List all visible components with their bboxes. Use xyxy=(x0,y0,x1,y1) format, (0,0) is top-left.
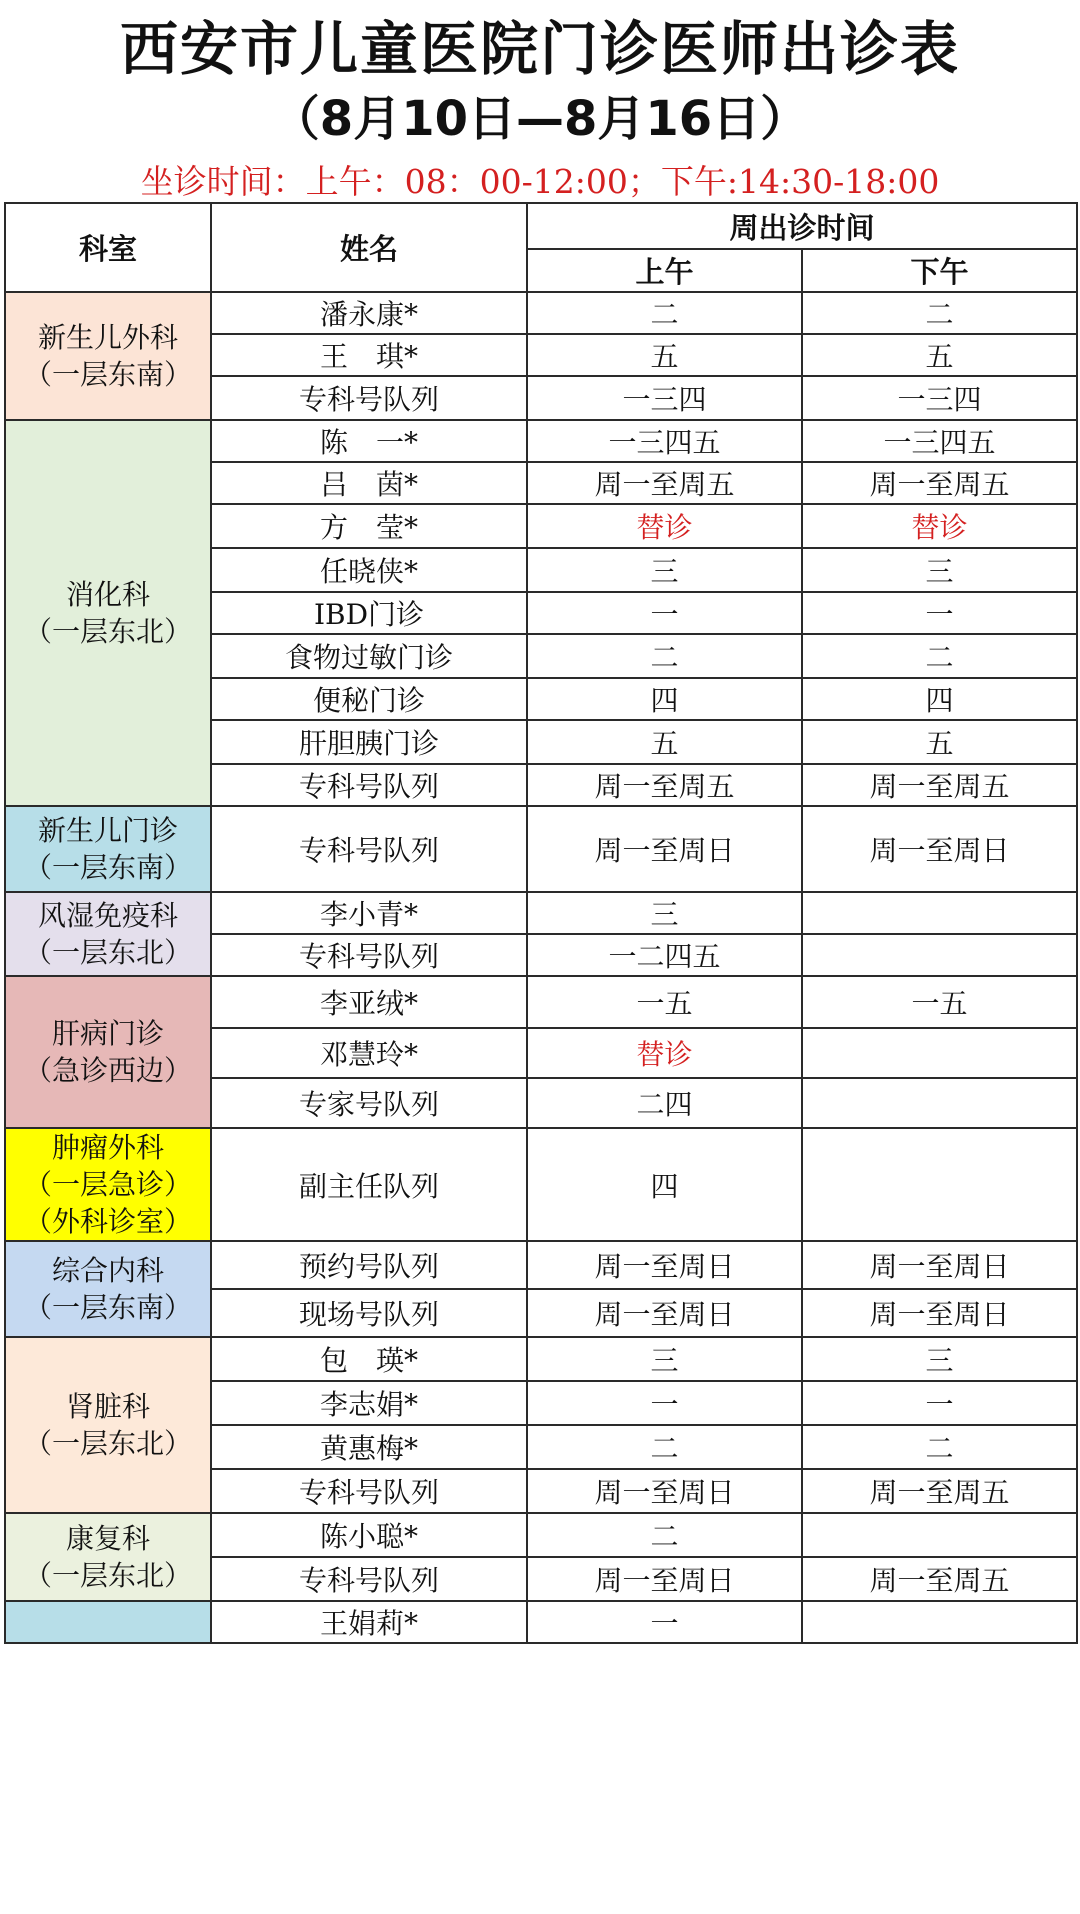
table-row xyxy=(5,1241,1077,1289)
doctor-name-cell: 专家号队列 xyxy=(211,1078,527,1128)
pm-schedule-cell xyxy=(802,1513,1077,1557)
pm-schedule-cell: 周一至周五 xyxy=(802,1469,1077,1513)
pm-schedule-cell xyxy=(802,1601,1077,1643)
department-cell xyxy=(5,976,211,1128)
pm-schedule-cell: 周一至周日 xyxy=(802,1241,1077,1289)
department-name-line: （一层东北） xyxy=(23,1559,192,1592)
am-schedule-cell: 替诊 xyxy=(527,1028,802,1078)
doctor-name-cell: 邓慧玲* xyxy=(211,1028,527,1078)
pm-schedule-cell: 周一至周日 xyxy=(802,806,1077,892)
table-row xyxy=(5,1337,1077,1381)
department-cell xyxy=(5,806,211,892)
am-schedule-cell: 一二四五 xyxy=(527,934,802,976)
schedule-body xyxy=(5,292,1077,1643)
schedule-table xyxy=(4,202,1078,1644)
am-schedule-cell: 周一至周日 xyxy=(527,1241,802,1289)
doctor-name-cell: 专科号队列 xyxy=(211,376,527,420)
am-schedule-cell: 二 xyxy=(527,634,802,678)
doctor-name-cell: 预约号队列 xyxy=(211,1241,527,1289)
pm-schedule-cell: 周一至周日 xyxy=(802,1289,1077,1337)
department-name-line: 康复科 xyxy=(65,1522,150,1555)
am-schedule-cell: 三 xyxy=(527,892,802,934)
am-schedule-cell: 五 xyxy=(527,334,802,376)
pm-schedule-cell xyxy=(802,934,1077,976)
am-schedule-cell: 周一至周五 xyxy=(527,462,802,504)
pm-schedule-cell: 一五 xyxy=(802,976,1077,1028)
department-cell xyxy=(5,1601,211,1643)
am-schedule-cell: 三 xyxy=(527,1337,802,1381)
doctor-name-cell: 副主任队列 xyxy=(211,1128,527,1241)
doctor-name-cell: 肝胆胰门诊 xyxy=(211,720,527,764)
department-name-line: （急诊西边） xyxy=(23,1054,192,1087)
pm-schedule-cell: 三 xyxy=(802,1337,1077,1381)
table-row xyxy=(5,806,1077,892)
am-schedule-cell: 一三四五 xyxy=(527,420,802,462)
am-schedule-cell: 周一至周日 xyxy=(527,1557,802,1601)
department-name-line: （外科诊室） xyxy=(23,1205,192,1238)
department-name-line: （一层东北） xyxy=(23,615,192,648)
pm-schedule-cell xyxy=(802,1028,1077,1078)
department-cell xyxy=(5,1241,211,1337)
department-name-line: 新生儿门诊 xyxy=(37,814,178,847)
department-name-line: （一层东北） xyxy=(23,1427,192,1460)
pm-schedule-cell: 二 xyxy=(802,1425,1077,1469)
pm-schedule-cell: 一三四五 xyxy=(802,420,1077,462)
department-cell xyxy=(5,1128,211,1241)
am-schedule-cell: 四 xyxy=(527,678,802,720)
table-row xyxy=(5,420,1077,462)
doctor-name-cell: 黄惠梅* xyxy=(211,1425,527,1469)
page-title: 西安市儿童医院门诊医师出诊表 xyxy=(119,15,960,83)
pm-schedule-cell: 周一至周五 xyxy=(802,764,1077,806)
department-name-line: 肝病门诊 xyxy=(51,1017,164,1050)
doctor-name-cell: 专科号队列 xyxy=(211,1557,527,1601)
table-row xyxy=(5,292,1077,334)
doctor-name-cell: 王娟莉* xyxy=(211,1601,527,1643)
table-row xyxy=(5,976,1077,1028)
table-row xyxy=(5,1601,1077,1643)
pm-schedule-cell: 一 xyxy=(802,592,1077,634)
am-schedule-cell: 二 xyxy=(527,292,802,334)
header-dept: 科室 xyxy=(5,203,211,292)
am-schedule-cell: 一 xyxy=(527,1381,802,1425)
department-name-line: 新生儿外科 xyxy=(37,321,178,354)
pm-schedule-cell: 二 xyxy=(802,634,1077,678)
table-row xyxy=(5,1128,1077,1241)
department-name-line: 风湿免疫科 xyxy=(37,899,178,932)
doctor-name-cell: 李小青* xyxy=(211,892,527,934)
header-name: 姓名 xyxy=(211,203,527,292)
am-schedule-cell: 周一至周日 xyxy=(527,1289,802,1337)
department-cell xyxy=(5,292,211,420)
pm-schedule-cell xyxy=(802,1078,1077,1128)
doctor-name-cell: 专科号队列 xyxy=(211,806,527,892)
clinic-hours: 坐诊时间：上午：08：00-12:00；下午:14:30-18:00 xyxy=(140,162,940,201)
department-name-line: 肿瘤外科 xyxy=(51,1131,164,1164)
doctor-name-cell: 专科号队列 xyxy=(211,1469,527,1513)
am-schedule-cell: 五 xyxy=(527,720,802,764)
pm-schedule-cell: 二 xyxy=(802,292,1077,334)
header-week: 周出诊时间 xyxy=(527,203,1077,249)
doctor-name-cell: IBD门诊 xyxy=(211,592,527,634)
doctor-name-cell: 便秘门诊 xyxy=(211,678,527,720)
department-name-line: 肾脏科 xyxy=(65,1390,150,1423)
table-row xyxy=(5,892,1077,934)
pm-schedule-cell: 五 xyxy=(802,334,1077,376)
pm-schedule-cell: 四 xyxy=(802,678,1077,720)
doctor-name-cell: 包 瑛* xyxy=(211,1337,527,1381)
pm-schedule-cell xyxy=(802,892,1077,934)
pm-schedule-cell: 一三四 xyxy=(802,376,1077,420)
department-name-line: 综合内科 xyxy=(51,1254,164,1287)
am-schedule-cell: 一三四 xyxy=(527,376,802,420)
doctor-name-cell: 方 莹* xyxy=(211,504,527,548)
am-schedule-cell: 替诊 xyxy=(527,504,802,548)
department-name-line: 消化科 xyxy=(65,578,150,611)
pm-schedule-cell: 一 xyxy=(802,1381,1077,1425)
doctor-name-cell: 王 琪* xyxy=(211,334,527,376)
am-schedule-cell: 周一至周日 xyxy=(527,1469,802,1513)
date-range: （8月10日—8月16日） xyxy=(271,91,809,147)
department-name-line: （一层急诊） xyxy=(23,1168,192,1201)
pm-schedule-cell: 三 xyxy=(802,548,1077,592)
doctor-name-cell: 陈小聪* xyxy=(211,1513,527,1557)
header-am: 上午 xyxy=(527,249,802,292)
doctor-name-cell: 李志娟* xyxy=(211,1381,527,1425)
am-schedule-cell: 二 xyxy=(527,1425,802,1469)
pm-schedule-cell: 周一至周五 xyxy=(802,462,1077,504)
pm-schedule-cell: 替诊 xyxy=(802,504,1077,548)
table-row xyxy=(5,1513,1077,1557)
department-name-line: （一层东南） xyxy=(23,851,192,884)
am-schedule-cell: 一 xyxy=(527,1601,802,1643)
department-cell xyxy=(5,420,211,806)
doctor-name-cell: 任晓侠* xyxy=(211,548,527,592)
department-name-line: （一层东南） xyxy=(23,358,192,391)
am-schedule-cell: 周一至周日 xyxy=(527,806,802,892)
pm-schedule-cell: 周一至周五 xyxy=(802,1557,1077,1601)
am-schedule-cell: 三 xyxy=(527,548,802,592)
am-schedule-cell: 一五 xyxy=(527,976,802,1028)
am-schedule-cell: 周一至周五 xyxy=(527,764,802,806)
doctor-name-cell: 潘永康* xyxy=(211,292,527,334)
doctor-name-cell: 吕 茵* xyxy=(211,462,527,504)
department-cell xyxy=(5,1337,211,1513)
department-name-line: （一层东南） xyxy=(23,1291,192,1324)
doctor-name-cell: 专科号队列 xyxy=(211,934,527,976)
am-schedule-cell: 一 xyxy=(527,592,802,634)
doctor-name-cell: 陈 一* xyxy=(211,420,527,462)
pm-schedule-cell: 五 xyxy=(802,720,1077,764)
header-pm: 下午 xyxy=(802,249,1077,292)
am-schedule-cell: 四 xyxy=(527,1128,802,1241)
doctor-name-cell: 现场号队列 xyxy=(211,1289,527,1337)
doctor-name-cell: 专科号队列 xyxy=(211,764,527,806)
pm-schedule-cell xyxy=(802,1128,1077,1241)
department-name-line: （一层东北） xyxy=(23,936,192,969)
doctor-name-cell: 食物过敏门诊 xyxy=(211,634,527,678)
department-cell xyxy=(5,1513,211,1601)
am-schedule-cell: 二四 xyxy=(527,1078,802,1128)
am-schedule-cell: 二 xyxy=(527,1513,802,1557)
doctor-name-cell: 李亚绒* xyxy=(211,976,527,1028)
department-cell xyxy=(5,892,211,976)
